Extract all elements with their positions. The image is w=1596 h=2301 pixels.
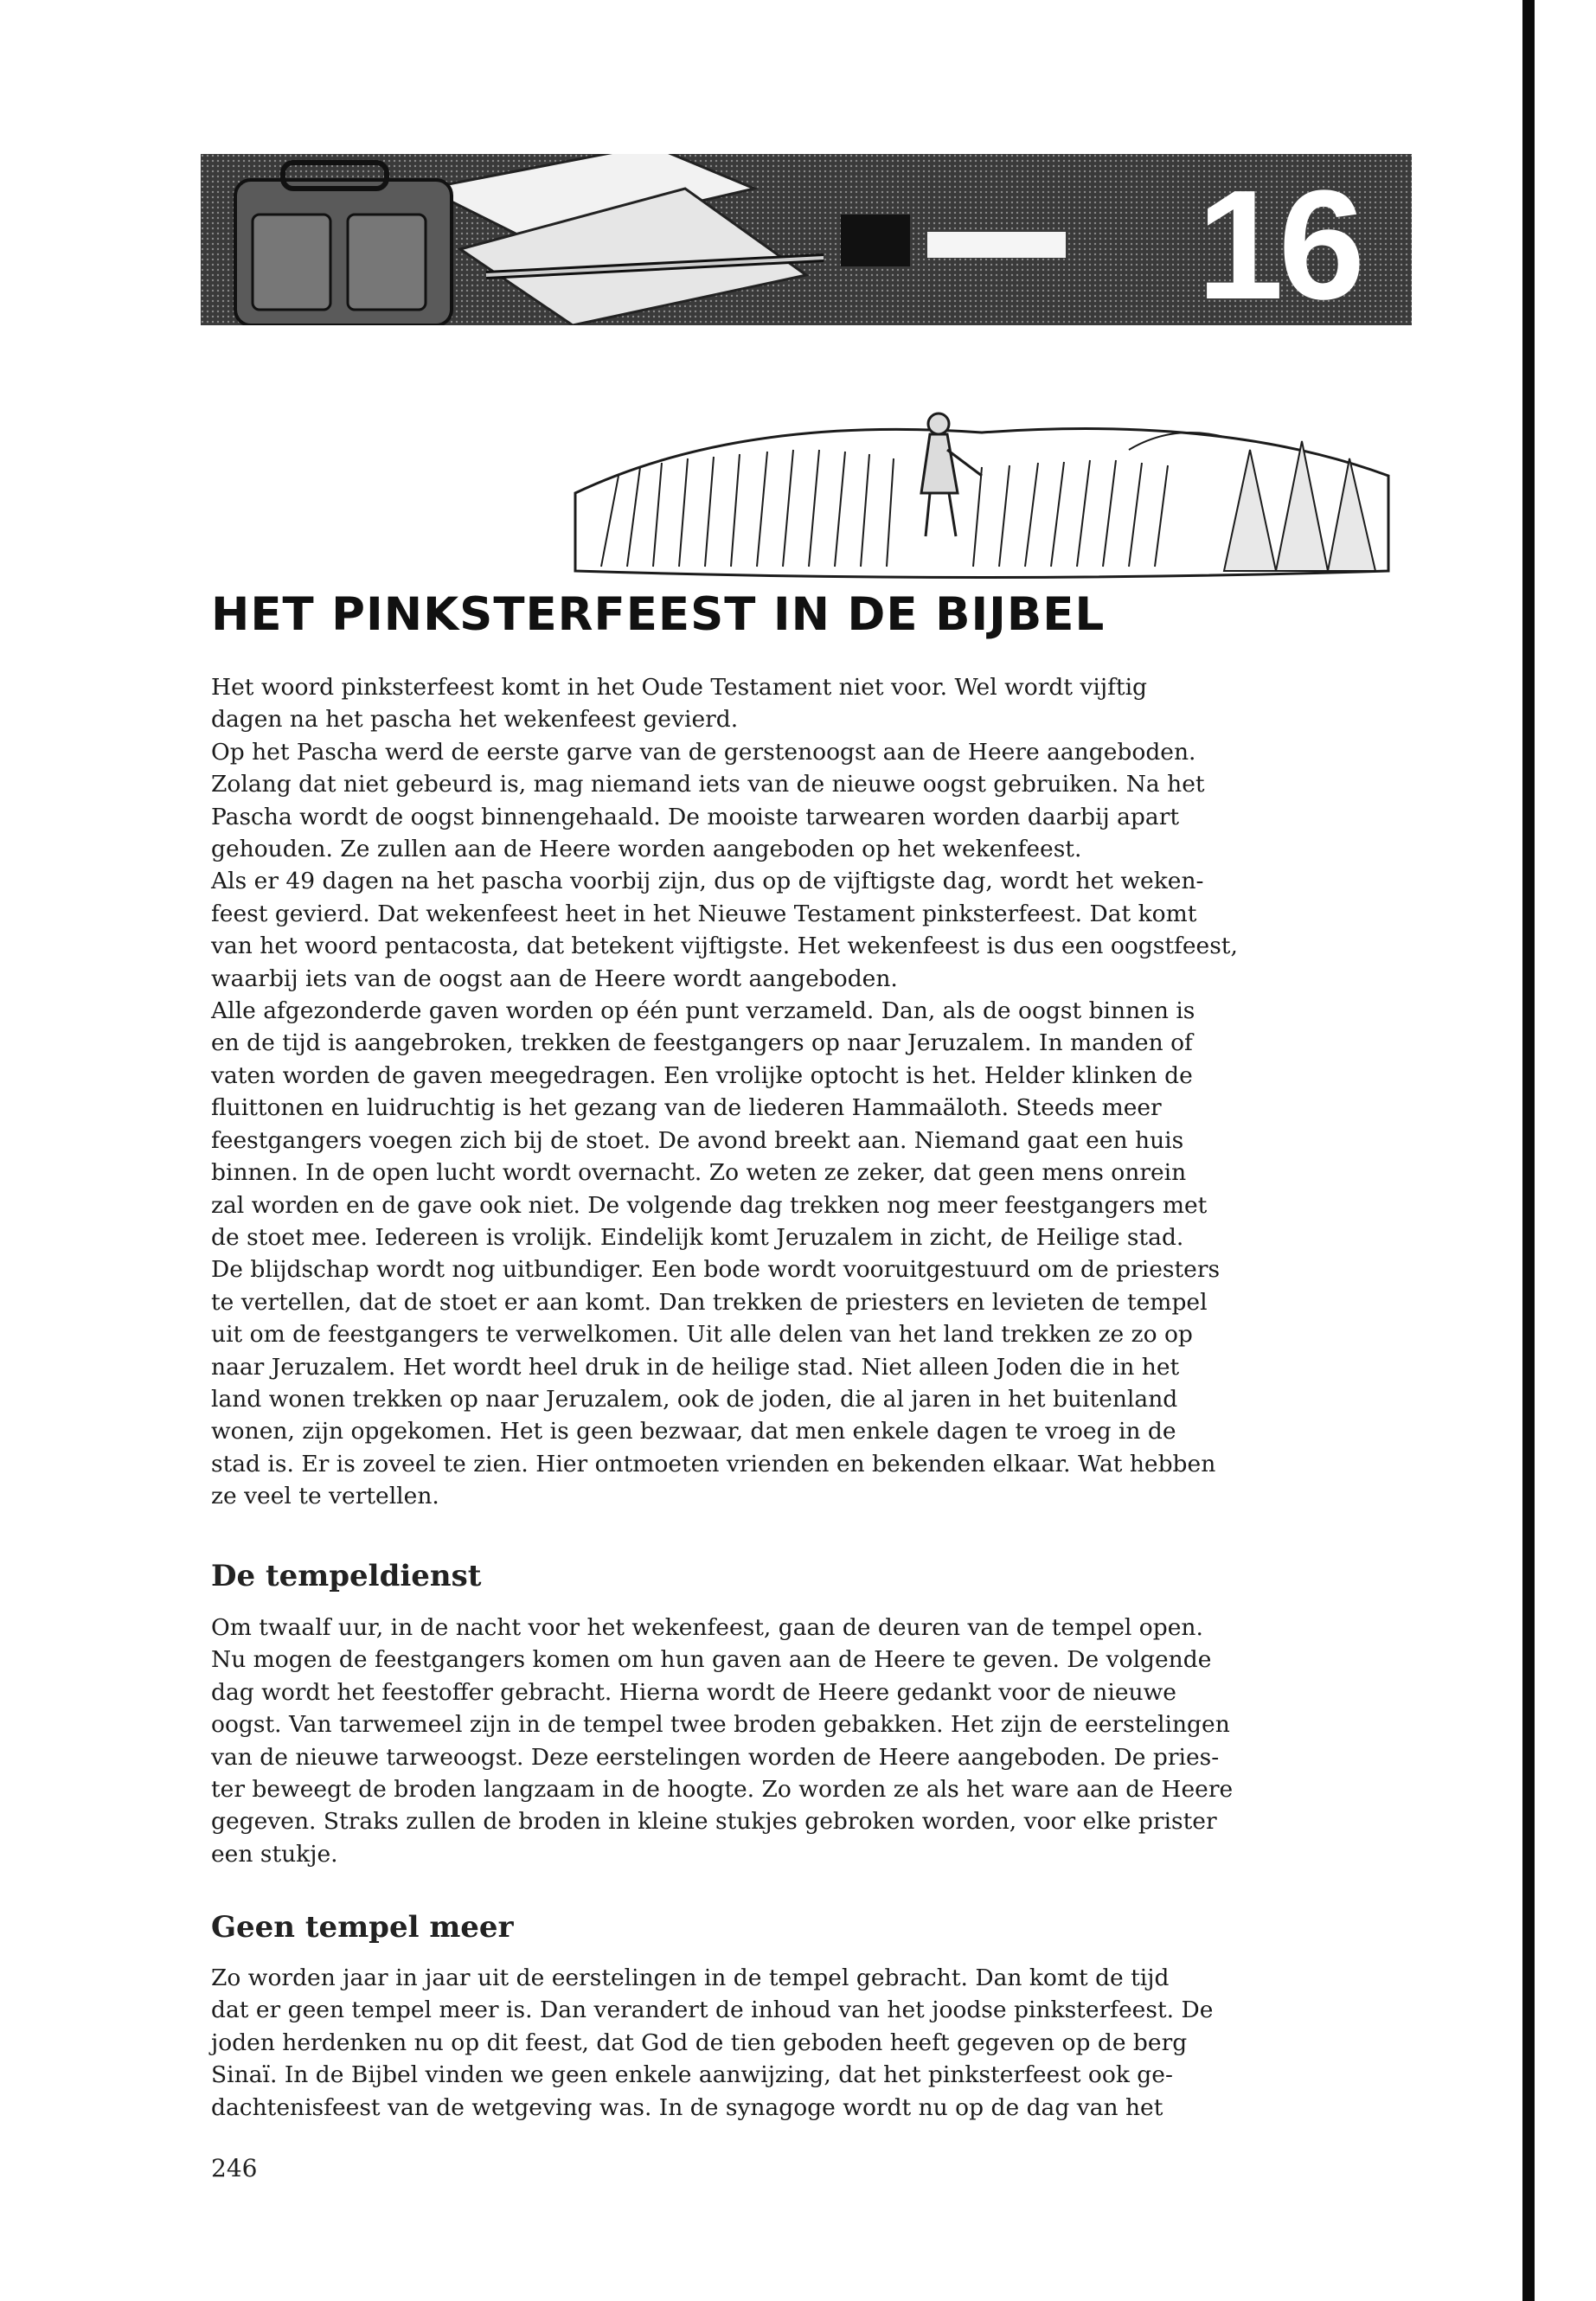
text-line: Nu mogen de feestgangers komen om hun gaven aan de Heere te geven. De volgende <box>211 1646 1212 1674</box>
text-line: De blijdschap wordt nog uitbundiger. Een bode wordt vooruitgestuurd om de priesters <box>211 1256 1221 1284</box>
text-line: dachtenisfeest van de wetgeving was. In de synagoge wordt nu op de dag van het <box>211 2093 1163 2121</box>
text-line: stad is. Er is zoveel te zien. Hier ontmoeten vrienden en bekenden elkaar. Wat hebben <box>211 1450 1216 1477</box>
text-line: Zo worden jaar in jaar uit de eerstelingen in de tempel gebracht. Dan komt de tijd <box>211 1965 1170 1991</box>
section-heading-tempeldienst: De tempeldienst <box>211 1559 482 1593</box>
text-line: de stoet mee. Iedereen is vrolijk. Eindelijk komt Jeruzalem in zicht, de Heilige stad. <box>211 1223 1184 1251</box>
text-line: vaten worden de gaven meegedragen. Een vrolijke optocht is het. Helder klinken de <box>211 1061 1193 1089</box>
text-line: Zolang dat niet gebeurd is, mag niemand iets van de nieuwe oogst gebruiken. Na het <box>211 771 1205 798</box>
text-line: Alle afgezonderde gaven worden op één punt verzameld. Dan, als de oogst binnen is <box>211 997 1195 1025</box>
page-edge-bar <box>1522 0 1535 2301</box>
text-line: te vertellen, dat de stoet er aan komt. Dan trekken de priesters en levieten de tempel <box>211 1288 1208 1316</box>
text-line: land wonen trekken op naar Jeruzalem, ook de joden, die al jaren in het buitenland <box>211 1385 1178 1413</box>
text-line: een stukje. <box>211 1840 338 1868</box>
text-line: Het woord pinksterfeest komt in het Oude Testament niet voor. Wel wordt vijftig <box>211 674 1148 701</box>
page-title: HET PINKSTERFEEST IN DE BIJBEL <box>211 588 1106 641</box>
text-line: Pascha wordt de oogst binnengehaald. De mooiste tarwearen worden daarbij apart <box>211 803 1180 830</box>
text-line: uit om de feestgangers te verwelkomen. Uit alle delen van het land trekken ze zo op <box>211 1321 1193 1349</box>
text-line: ter beweegt de broden langzaam in de hoogte. Zo worden ze als het ware aan de Heere <box>211 1776 1234 1804</box>
text-line: binnen. In de open lucht wordt overnacht. Zo weten ze zeker, dat geen mens onrein <box>211 1159 1187 1187</box>
text-line: ze veel te vertellen. <box>211 1483 439 1510</box>
text-line: joden herdenken nu op dit feest, dat God de tien geboden heeft gegeven op de berg <box>211 2029 1188 2056</box>
text-line: dagen na het pascha het wekenfeest gevierd. <box>211 706 739 734</box>
section-heading-geen-tempel-meer: Geen tempel meer <box>211 1910 514 1945</box>
text-line: waarbij iets van de oogst aan de Heere wordt aangeboden. <box>211 965 898 992</box>
text-line: feest gevierd. Dat wekenfeest heet in het Nieuwe Testament pinksterfeest. Dat komt <box>211 900 1197 927</box>
text-line: oogst. Van tarwemeel zijn in de tempel twee broden gebakken. Het zijn de eerstelingen <box>211 1711 1230 1739</box>
text-line: dat er geen tempel meer is. Dan verandert de inhoud van het joodse pinksterfeest. De <box>211 1997 1214 2024</box>
chapter-header-illustration <box>201 154 1412 325</box>
text-line: Op het Pascha werd de eerste garve van de gerstenoogst aan de Heere aangeboden. <box>211 738 1196 766</box>
text-line: van het woord pentacosta, dat betekent vijftigste. Het wekenfeest is dus een oogstfeest, <box>211 933 1238 960</box>
geen-tempel-meer-text <box>211 1962 1431 2124</box>
text-line: zal worden en de gave ook niet. De volgende dag trekken nog meer feestgangers met <box>211 1191 1208 1219</box>
intro-text <box>211 671 1431 1513</box>
chapter-number: 16 <box>1196 158 1360 325</box>
text-line: Sinaï. In de Bijbel vinden we geen enkele aanwijzing, dat het pinksterfeest ook ge- <box>211 2061 1173 2089</box>
text-line: en de tijd is aangebroken, trekken de feestgangers op naar Jeruzalem. In manden of <box>211 1029 1193 1057</box>
tempeldienst-text <box>211 1612 1431 1870</box>
text-line: feestgangers voegen zich bij de stoet. De avond breekt aan. Niemand gaat een huis <box>211 1126 1184 1154</box>
text-line: Als er 49 dagen na het pascha voorbij zijn, dus op de vijftigste dag, wordt het weken- <box>211 868 1204 895</box>
wheat-field-reaper-illustration <box>567 398 1397 580</box>
text-line: van de nieuwe tarweoogst. Deze eerstelingen worden de Heere aangeboden. De pries- <box>211 1743 1220 1771</box>
page-number: 246 <box>211 2154 258 2182</box>
text-line: wonen, zijn opgekomen. Het is geen bezwaar, dat men enkele dagen te vroeg in de <box>211 1418 1176 1445</box>
text-line: naar Jeruzalem. Het wordt heel druk in de heilige stad. Niet alleen Joden die in het <box>211 1353 1180 1381</box>
harvest-illustration <box>567 398 1397 580</box>
text-line: fluittonen en luidruchtig is het gezang van de liederen Hammaäloth. Steeds meer <box>211 1094 1162 1122</box>
text-line: gegeven. Straks zullen de broden in kleine stukjes gebroken worden, voor elke prister <box>211 1808 1217 1836</box>
text-line: Om twaalf uur, in de nacht voor het wekenfeest, gaan de deuren van de tempel open. <box>211 1614 1203 1641</box>
text-line: dag wordt het feestoffer gebracht. Hierna wordt de Heere gedankt voor de nieuwe <box>211 1678 1176 1706</box>
text-line: gehouden. Ze zullen aan de Heere worden aangeboden op het wekenfeest. <box>211 836 1082 863</box>
